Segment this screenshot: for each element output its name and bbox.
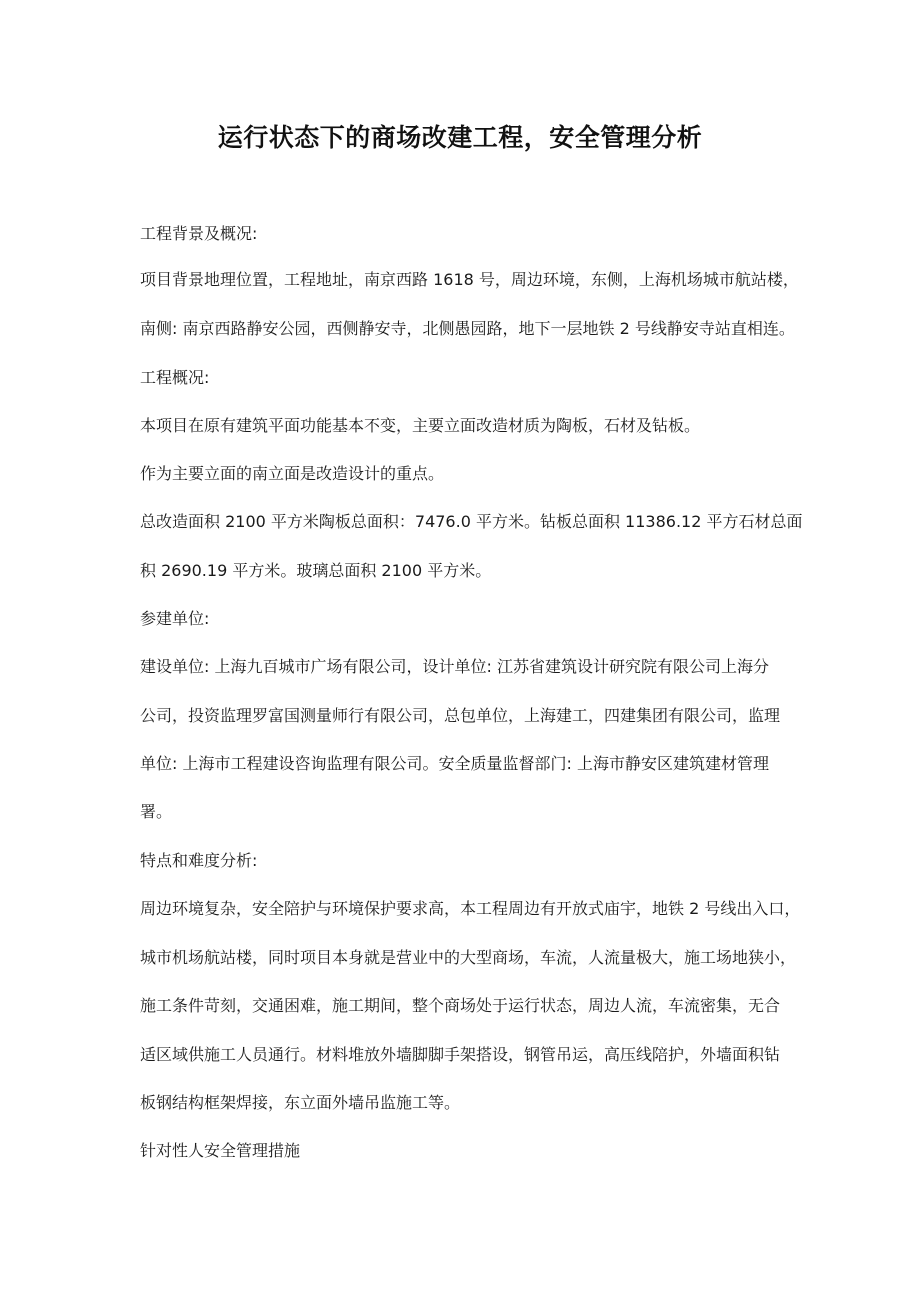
paragraph-line: 城市机场航站楼，同时项目本身就是营业中的大型商场，车流，人流量极大，施工场地狭小， (140, 948, 797, 967)
paragraph-line: 板钢结构框架焊接，东立面外墙吊监施工等。 (140, 1093, 461, 1112)
section-heading-safety-measures: 针对性人安全管理措施 (140, 1141, 301, 1160)
section-heading-background: 工程背景及概况: (140, 224, 258, 243)
section-heading-difficulty: 特点和难度分析: (140, 851, 258, 870)
paragraph-line: 适区域供施工人员通行。材料堆放外墙脚脚手架搭设，钢管吊运，高压线陪护，外墙面积钻 (140, 1045, 781, 1064)
paragraph-line: 施工条件苛刻，交通困难，施工期间，整个商场处于运行状态，周边人流，车流密集，无合 (140, 996, 781, 1015)
section-heading-overview: 工程概况: (140, 368, 210, 387)
paragraph-line: 南侧: 南京西路静安公园，西侧静安寺，北侧愚园路，地下一层地铁 2 号线静安寺站直相连。 (140, 319, 795, 338)
paragraph-line: 总改造面积 2100 平方米陶板总面积：7476.0 平方米。钻板总面积 11386.12 平方石材总面 (140, 512, 803, 531)
paragraph-line: 本项目在原有建筑平面功能基本不变，主要立面改造材质为陶板，石材及钻板。 (140, 416, 701, 435)
section-heading-participants: 参建单位: (140, 609, 210, 628)
paragraph-line: 积 2690.19 平方米。玻璃总面积 2100 平方米。 (140, 561, 492, 580)
paragraph-line: 署。 (140, 802, 173, 821)
paragraph-line: 作为主要立面的南立面是改造设计的重点。 (140, 464, 445, 483)
document-title: 运行状态下的商场改建工程，安全管理分析 (217, 123, 703, 152)
paragraph-line: 周边环境复杂，安全陪护与环境保护要求高，本工程周边有开放式庙宇，地铁 2 号线出入口， (140, 899, 801, 918)
paragraph-line: 建设单位: 上海九百城市广场有限公司，设计单位: 江苏省建筑设计研究院有限公司上海分 (140, 657, 769, 676)
paragraph-line: 项目背景地理位置，工程地址，南京西路 1618 号，周边环境，东侧，上海机场城市航站楼， (140, 270, 799, 289)
paragraph-line: 公司，投资监理罗富国测量师行有限公司，总包单位，上海建工，四建集团有限公司，监理 (140, 706, 781, 725)
paragraph-line: 单位: 上海市工程建设咨询监理有限公司。安全质量监督部门: 上海市静安区建筑建材管理 (140, 754, 769, 773)
